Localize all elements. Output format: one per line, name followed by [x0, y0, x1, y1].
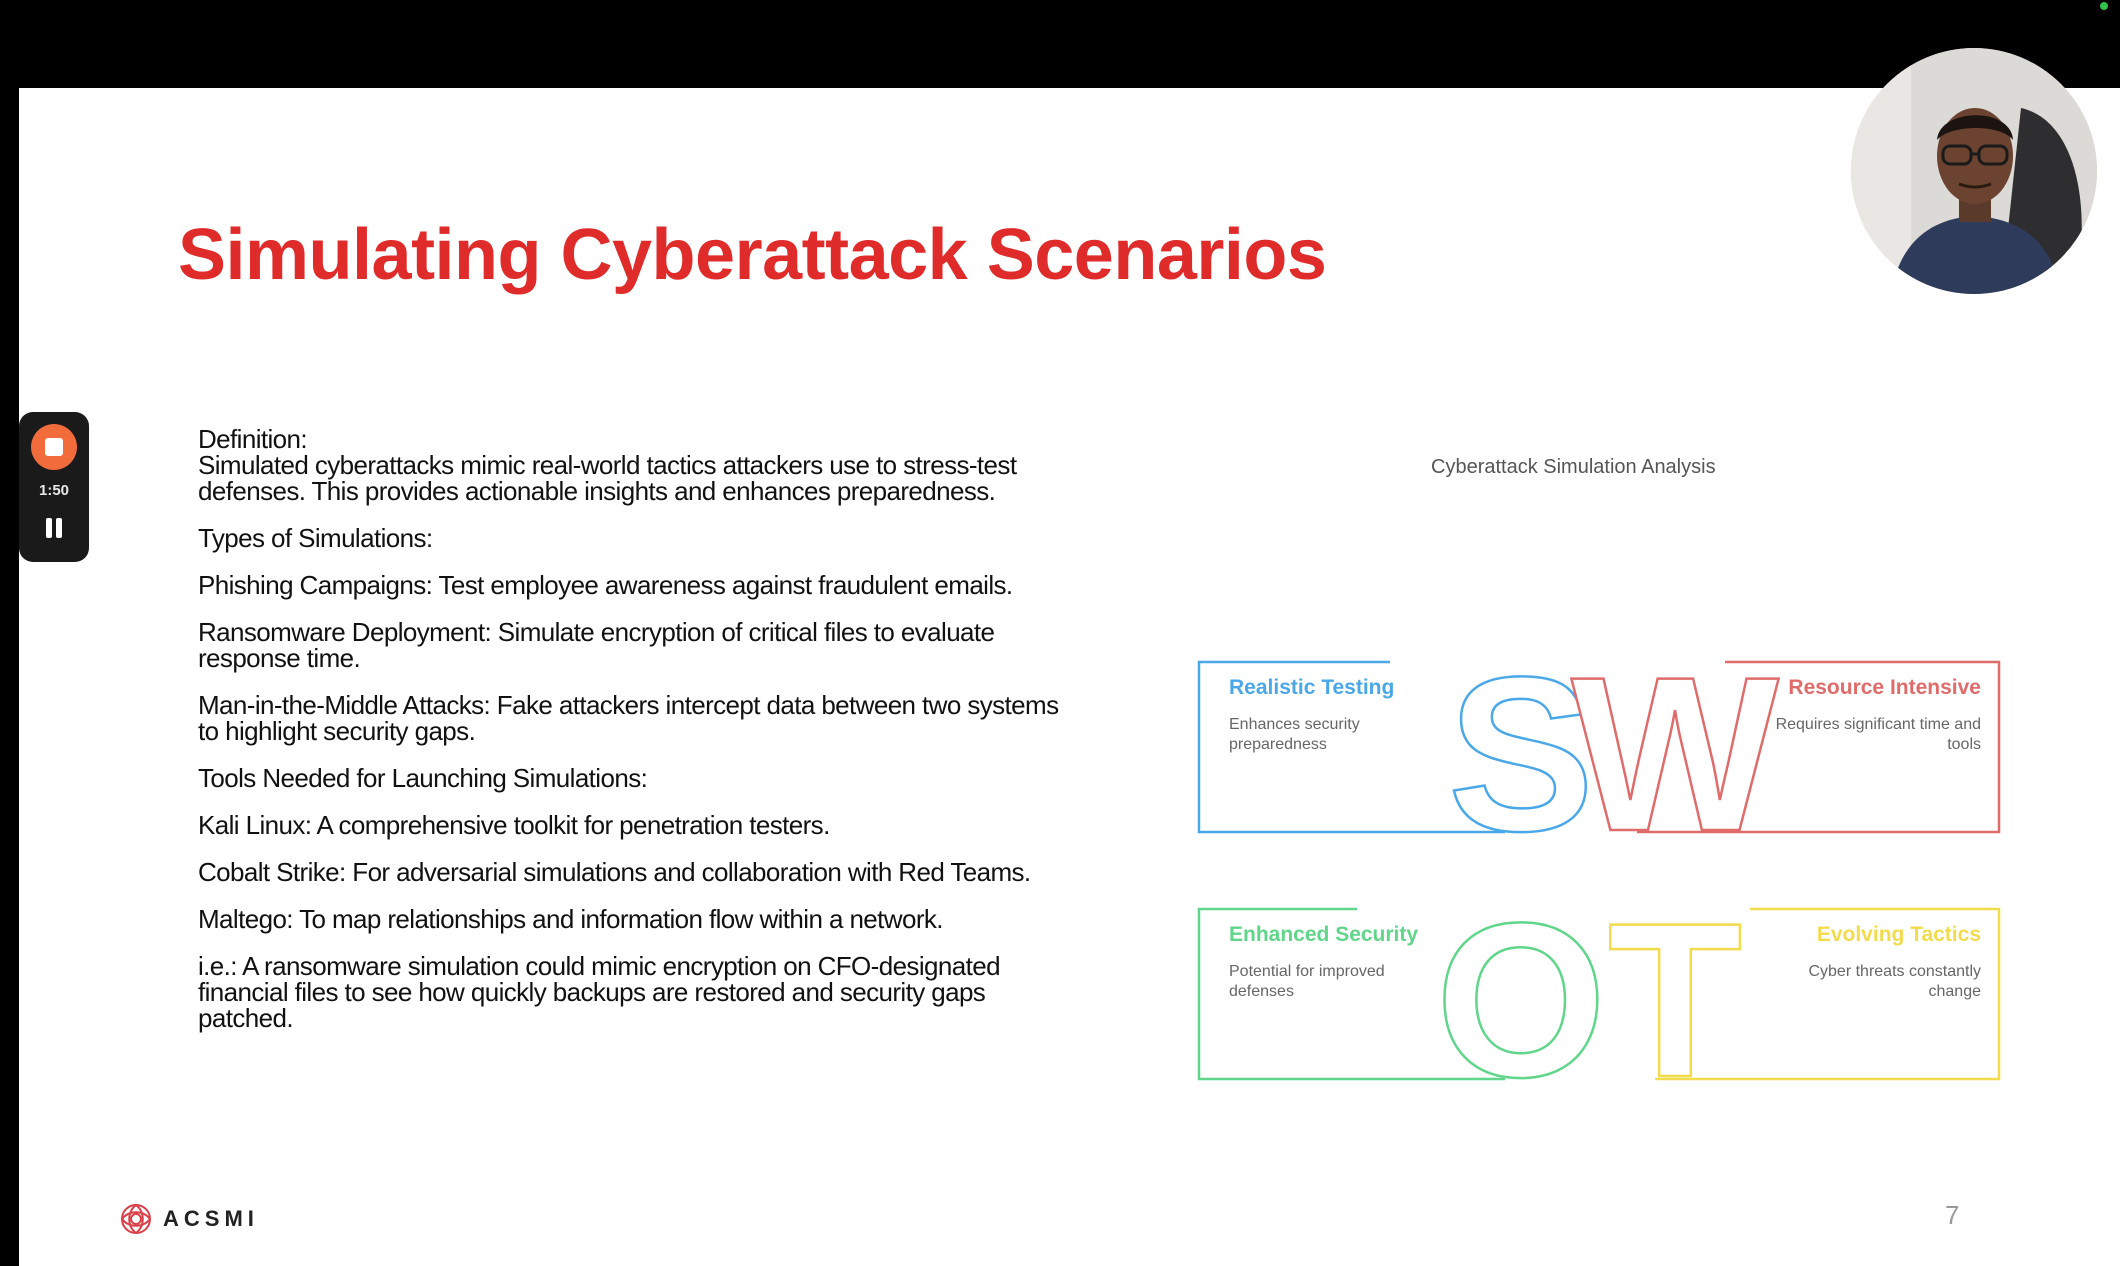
swot-heading-strengths: Realistic Testing [1229, 676, 1395, 699]
recording-timer: 1:50 [38, 482, 70, 499]
presenter-avatar-icon [1851, 48, 2097, 294]
swot-heading-weaknesses: Resource Intensive [1788, 676, 1981, 699]
swot-desc-strengths-1: Enhances security [1229, 716, 1360, 733]
presentation-slide [19, 88, 2120, 1266]
pause-recording-button[interactable] [39, 512, 69, 544]
tool-item: Cobalt Strike: For adversarial simulations and collaboration with Red Teams. [198, 857, 1031, 887]
logo-text: ACSMI [163, 1206, 259, 1231]
types-heading: Types of Simulations: [198, 523, 433, 553]
stop-recording-button[interactable] [31, 424, 77, 470]
swot-desc-opportunities-2: defenses [1229, 983, 1294, 1000]
swot-desc-opportunities-1: Potential for improved [1229, 963, 1385, 980]
definition-text: Simulated cyberattacks mimic real-world tactics attackers use to stress-test defenses. This provides actionable insights and enhances preparedness. [198, 450, 1017, 506]
type-item: Man-in-the-Middle Attacks: Fake attackers intercept data between two systems to highlight security gaps. [198, 690, 1059, 746]
tool-item: Kali Linux: A comprehensive toolkit for penetration testers. [198, 810, 830, 840]
swot-title: Cyberattack Simulation Analysis [1431, 456, 1716, 478]
swot-heading-opportunities: Enhanced Security [1229, 923, 1419, 946]
swot-desc-threats-2: change [1928, 983, 1981, 1000]
example-text: i.e.: A ransomware simulation could mimic encryption on CFO-designated financial files to see how quickly backups are restored and security gaps patched. [198, 951, 1000, 1033]
swot-letter-t: T [1607, 877, 1743, 1098]
status-indicator [2100, 2, 2108, 10]
swot-letter-s: S [1447, 631, 1595, 877]
definition-label: Definition: [198, 424, 308, 454]
pause-icon-bar [56, 518, 62, 538]
slide-title: Simulating Cyberattack Scenarios [178, 215, 1327, 295]
tool-item: Maltego: To map relationships and information flow within a network. [198, 904, 943, 934]
swot-desc-weaknesses-1: Requires significant time and [1775, 716, 1981, 733]
swot-desc-threats-1: Cyber threats constantly [1808, 963, 1981, 980]
logo-swirl-icon [119, 1202, 153, 1236]
swot-heading-threats: Evolving Tactics [1816, 923, 1981, 946]
type-item: Phishing Campaigns: Test employee awareness against fraudulent emails. [198, 570, 1013, 600]
swot-diagram [1185, 538, 2025, 1098]
pause-icon [46, 518, 52, 538]
swot-letter-w: W [1571, 631, 1779, 877]
swot-desc-weaknesses-2: tools [1947, 736, 1981, 753]
tools-heading: Tools Needed for Launching Simulations: [198, 763, 648, 793]
swot-desc-strengths-2: preparedness [1229, 736, 1327, 753]
webcam-feed [1851, 48, 2097, 294]
slide-body [198, 426, 1068, 1052]
page-number: 7 [1945, 1200, 1960, 1230]
definition-paragraph [198, 426, 1068, 504]
type-item: Ransomware Deployment: Simulate encryption of critical files to evaluate response time. [198, 617, 995, 673]
swot-letter-o: O [1435, 877, 1607, 1098]
acsmi-logo [119, 1202, 259, 1236]
recording-control-panel [19, 412, 89, 562]
